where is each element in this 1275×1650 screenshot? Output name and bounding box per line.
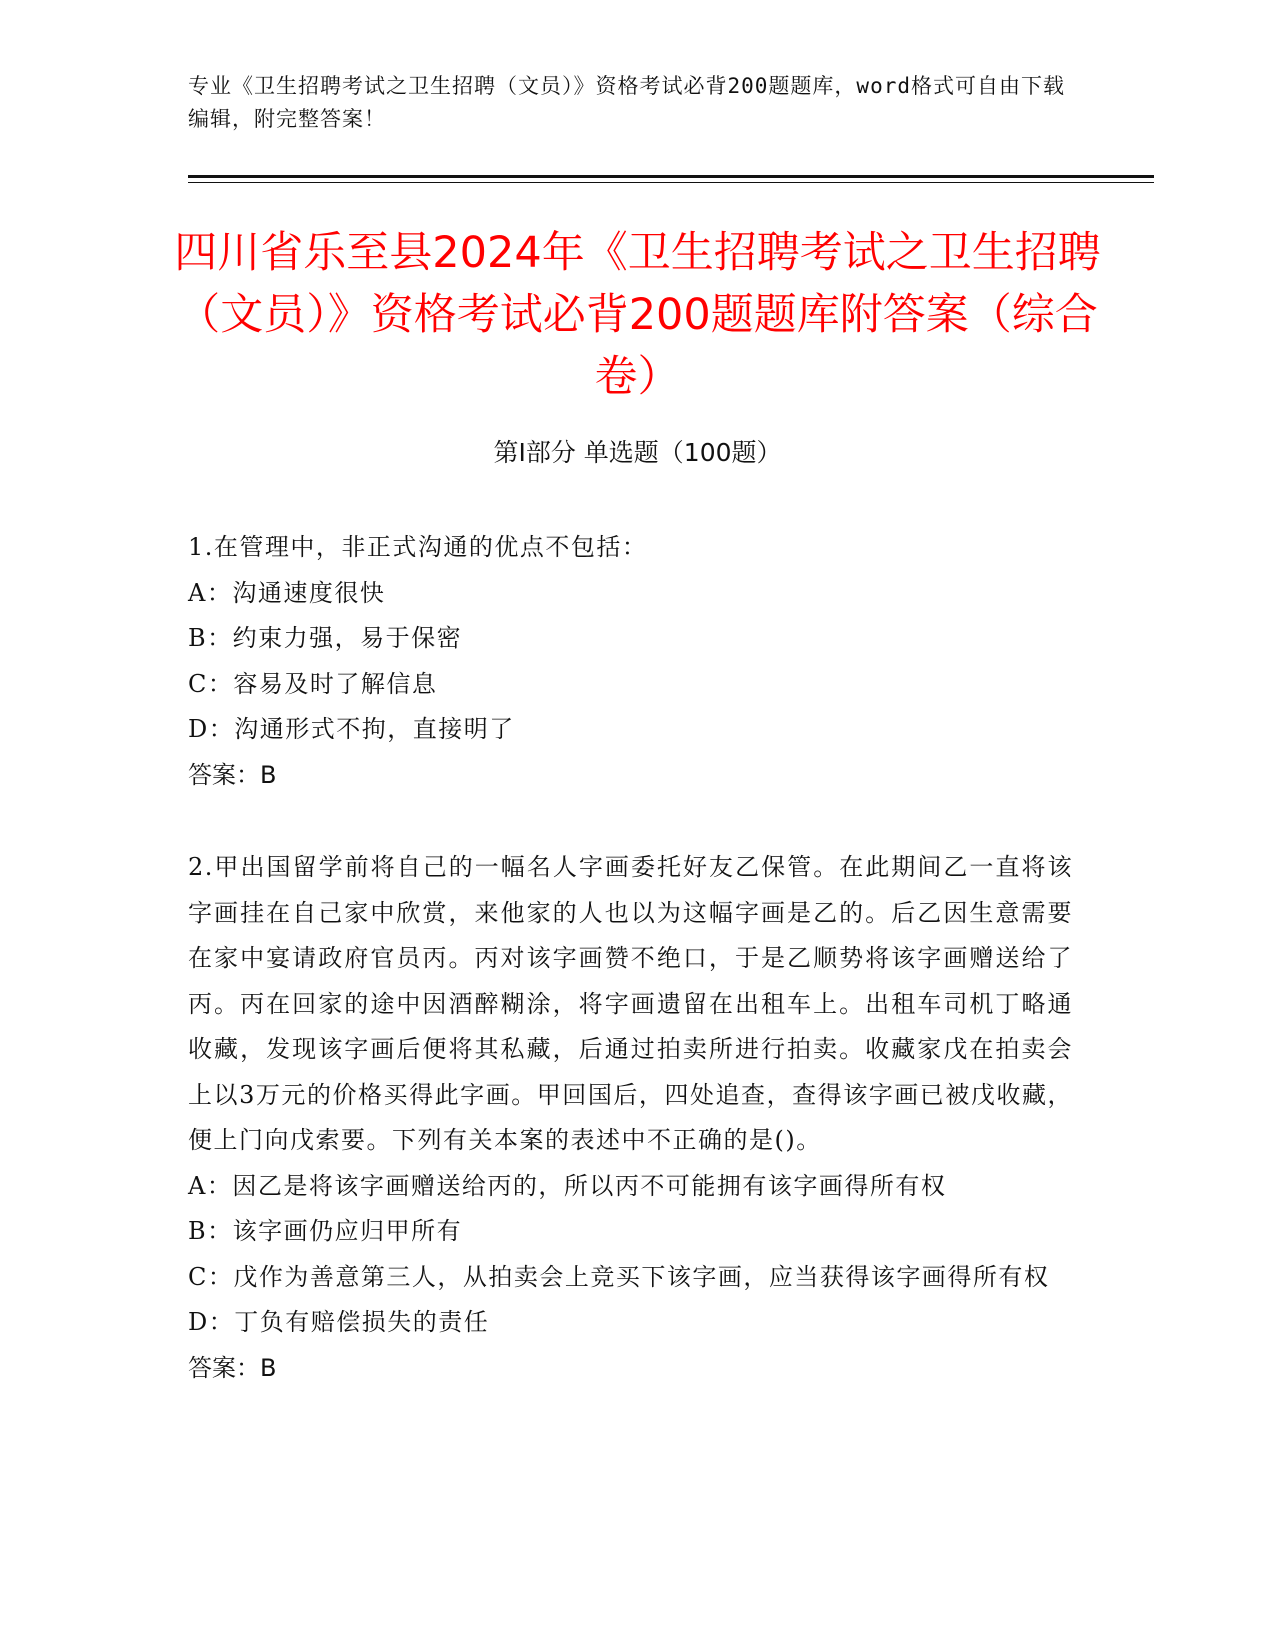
question-stem: 2.甲出国留学前将自己的一幅名人字画委托好友乙保管。在此期间乙一直将该字画挂在自己家中欣赏，来他家的人也以为这幅字画是乙的。后乙因生意需要在家中宴请政府官员丙。丙对该字画赞不绝口，于是乙顺势将该字画赠送给了丙。丙在回家的途中因酒醉糊涂，将字画遗留在出租车上。出租车司机丁略通收藏，发现该字画后便将其私藏，后通过拍卖所进行拍卖。收藏家戊在拍卖会上以3万元的价格买得此字画。甲回国后，四处追查，查得该字画已被戊收藏，便上门向戊索要。下列有关本案的表述中不正确的是()。 [188,853,1073,1154]
answer-line: 答案：B [188,1353,277,1382]
question-2 [188,845,1073,1391]
section-title: 第Ⅰ部分 单选题（100题） [493,438,782,467]
header-rule-thin [188,182,1154,183]
document-title: 四川省乐至县2024年《卫生招聘考试之卫生招聘（文员）》资格考试必背200题题库附答案（综合卷） [174,228,1101,402]
header-rule-thick [188,175,1154,178]
option-b: B：约束力强，易于保密 [188,624,463,652]
question-1 [188,525,1073,798]
question-stem: 1.在管理中，非正式沟通的优点不包括： [188,533,648,561]
option-a: A：因乙是将该字画赠送给丙的，所以丙不可能拥有该字画得所有权 [188,1171,947,1200]
option-c: C：容易及时了解信息 [188,669,438,698]
option-b: B：该字画仍应归甲所有 [188,1217,463,1245]
option-a: A：沟通速度很快 [188,578,386,607]
answer-line: 答案：B [188,760,277,789]
option-d: D：沟通形式不拘，直接明了 [188,715,515,743]
header-note: 专业《卫生招聘考试之卫生招聘（文员）》资格考试必背200题题库，word格式可自由下载编辑，附完整答案！ [188,74,1065,131]
option-c: C：戊作为善意第三人，从拍卖会上竞买下该字画，应当获得该字画得所有权 [188,1262,1050,1291]
option-d: D：丁负有赔偿损失的责任 [188,1308,490,1336]
